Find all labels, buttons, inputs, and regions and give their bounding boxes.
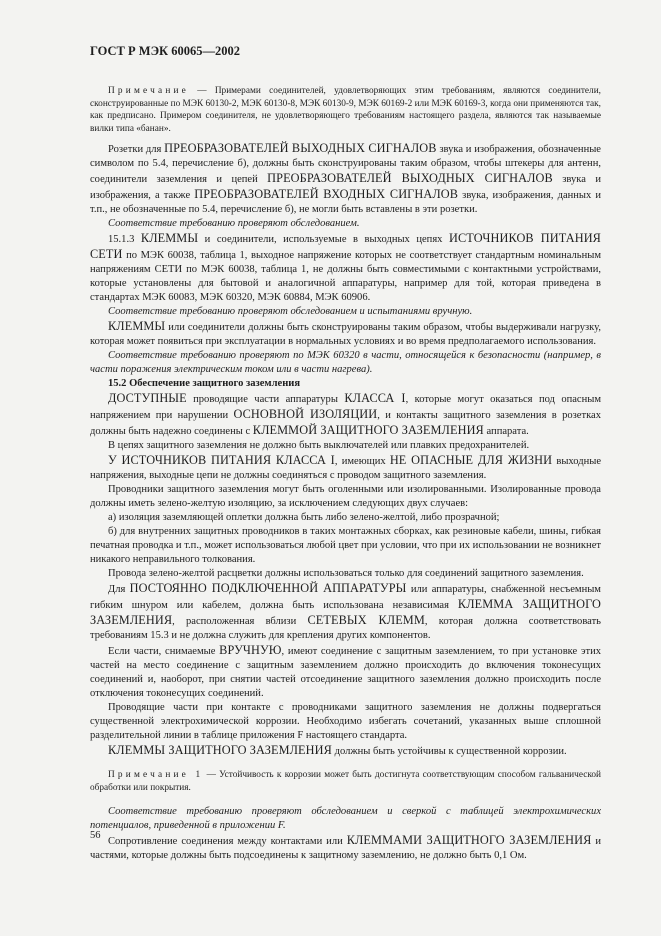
paragraph-removable-parts: Если части, снимаемые ВРУЧНУЮ, имеют соединение с защитным заземлением, то при установке этих частей на место соединение с защитным заземлением должно происходить до включения токонесущих соединений и, наоборот, при снятии частей отсоединение защитного заземления должно происходить после отключения токонесущих соединений. xyxy=(90,643,601,700)
section-title: 15.2 Обеспечение защитного заземления xyxy=(108,378,301,390)
compliance-text: Соответствие требованию проверяют обследованием и сверкой с таблицей электрохимических потенциалов, приведенной в приложении F. xyxy=(90,805,601,831)
compliance-text: Соответствие требованию проверяют обследованием и испытаниями вручную. xyxy=(108,306,473,318)
compliance-text: Соответствие требованию проверяют по МЭК 60320 в части, относящейся к безопасности (например, в части поражения электрическим током или в части нагрева). xyxy=(90,350,601,376)
list-item-a: а) изоляция заземляющей оплетки должна быть либо зелено-желтой, либо прозрачной; xyxy=(108,512,500,524)
paragraph-permanent-connection: Для ПОСТОЯННО ПОДКЛЮЧЕННОЙ АППАРАТУРЫ или аппаратуры, снабженной несъемным гибким шнуром или кабелем, должна быть использована независимая КЛЕММА ЗАЩИТНОГО ЗАЗЕМЛЕНИЯ, расположенная вблизи СЕТЕВЫХ КЛЕММ, которая должна соответствовать требованиям 15.3 и не должна служить для крепления других компонентов. xyxy=(90,581,602,642)
paragraph-sockets: Розетки для ПРЕОБРАЗОВАТЕЛЕЙ ВЫХОДНЫХ СИГНАЛОВ звука и изображения, обозначенные символом по 5.4, перечисление б), должны быть сконструированы таким образом, чтобы штекеры для антенн, соединители заземления и цепей ПРЕОБРАЗОВАТЕЛЕЙ ВЫХОДНЫХ СИГНАЛОВ звука и изображения, а также ПРЕОБРАЗОВАТЕЛЕЙ ВХОДНЫХ СИГНАЛОВ звука, изображения, данных и т.п., не обозначенные по 5.4, перечисление б), не могли быть вставлены в эти розетки. xyxy=(90,141,601,216)
paragraph-corrosion: Проводящие части при контакте с проводниками защитного заземления не должны подвергаться существенной электрохимической коррозии. Необходимо избегать сочетаний, указанных выше сплошной разделительной линии в таблице приложения F настоящего стандарта. xyxy=(90,702,601,742)
compliance-text: Соответствие требованию проверяют обследованием. xyxy=(108,218,360,230)
paragraph-power-sources: У ИСТОЧНИКОВ ПИТАНИЯ КЛАССА I, имеющих НЕ ОПАСНЫЕ ДЛЯ ЖИЗНИ выходные напряжения, выходные цепи не должны соединяться с проводом защитного заземления. xyxy=(90,453,602,482)
paragraph-terminal-corrosion: КЛЕММЫ ЗАЩИТНОГО ЗАЗЕМЛЕНИЯ должны быть устойчивы к существенной коррозии. xyxy=(108,743,567,758)
paragraph-conductors: Проводники защитного заземления могут быть оголенными или изолированными. Изолированные провода должны иметь зелено-желтую изоляцию, за исключением следующих двух случаев: xyxy=(90,484,601,510)
note-lead: Примечание xyxy=(108,86,189,96)
note-paragraph: Примечание — Примерами соединителей, удовлетворяющих этим требованиям, являются соединители, сконструированные по МЭК 60130-2, МЭК 60130-8, МЭК 60130-9, МЭК 60169-2 или МЭК 60169-3, когда они применяются так, как предписано. Примером соединителя, не удовлетворяющего требованиям настоящего раздела, являются так называемые вилки типа «банан». xyxy=(90,86,601,134)
paragraph-15-1-3: 15.1.3 КЛЕММЫ и соединители, используемые в выходных цепях ИСТОЧНИКОВ ПИТАНИЯ СЕТИ по МЭК 60038, таблица 1, выходное напряжение которых не соответствует стандартным номинальным напряжениям СЕТИ по МЭК 60038, таблица 1, не должны быть совместимыми с контактными устройствами, которые установлены для бытовой и аналогичной аппаратуры, например для той, которая приведена в стандартах МЭК 60083, МЭК 60320, МЭК 60884, МЭК 60906. xyxy=(90,231,601,304)
page-number: 56 xyxy=(90,830,101,841)
page-header: ГОСТ Р МЭК 60065—2002 xyxy=(90,44,240,58)
list-item-b: б) для внутренних защитных проводников в таких монтажных сборках, как резиновые кабели, шины, гибкая печатная проводка и т.п., может использоваться любой цвет при условии, что при их использовании не возникнет никакого неправильного толкования. xyxy=(90,526,601,566)
note-lead: Примечание 1 xyxy=(108,770,204,781)
paragraph-terminals: КЛЕММЫ или соединители должны быть сконструированы таким образом, чтобы выдерживали нагрузку, которая может появиться при эксплуатации в нормальных условиях и во время предполагаемого использования. xyxy=(90,319,601,348)
paragraph-resistance: Сопротивление соединения между контактами или КЛЕММАМИ ЗАЩИТНОГО ЗАЗЕМЛЕНИЯ и частями, которые должны быть подсоединены к защитному заземлению, не должно быть 0,1 Ом. xyxy=(90,832,601,861)
paragraph-accessible-parts: ДОСТУПНЫЕ проводящие части аппаратуры КЛАССА I, которые могут оказаться под опасным напряжением при нарушении ОСНОВНОЙ ИЗОЛЯЦИИ, и контакты защитного заземления в розетках должны быть надежно соединены с КЛЕММОЙ ЗАЩИТНОГО ЗАЗЕМЛЕНИЯ аппарата. xyxy=(90,391,602,438)
paragraph-no-switches: В цепях защитного заземления не должно быть выключателей или плавких предохранителей. xyxy=(108,440,530,452)
note-paragraph: Примечание 1 — Устойчивость к коррозии может быть достигнута соответствующим способом гальванической обработки или покрытия. xyxy=(90,770,601,793)
paragraph-green-yellow: Провода зелено-желтой расцветки должны использоваться только для соединений защитного заземления. xyxy=(108,568,584,580)
